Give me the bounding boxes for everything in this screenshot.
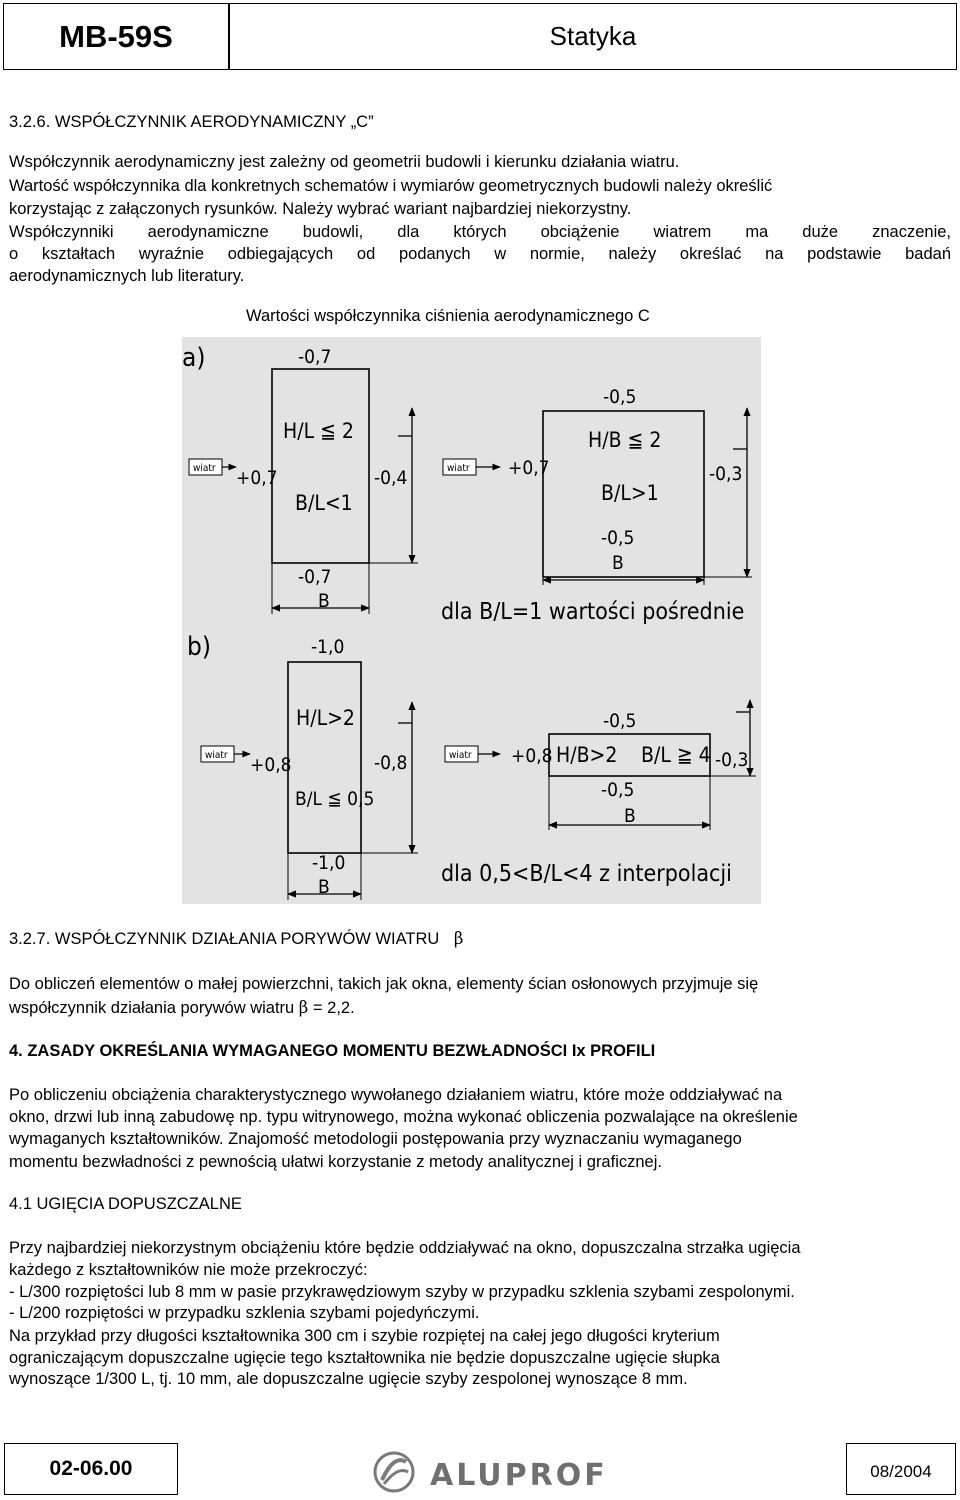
sec4-line-4: momentu bezwładności z pewnością ułatwi korzystanie z metody analitycznej i graficznej. <box>9 1153 662 1171</box>
b2-leeward: -0,3 <box>715 749 749 771</box>
beta-symbol-inline: β <box>298 998 309 1017</box>
section-326-heading: 3.2.6. WSPÓŁCZYNNIK AERODYNAMICZNY „C” <box>9 113 374 131</box>
a1-hl: H/L ≦ 2 <box>283 419 354 443</box>
aluprof-wordmark: ALUPROF <box>430 1458 608 1493</box>
a2-top-coef: -0,5 <box>603 386 637 408</box>
b1-windward: +0,8 <box>250 754 292 776</box>
b2-bottom-coef: -0,5 <box>601 779 635 801</box>
b1-building <box>288 662 361 853</box>
doc-code: MB-59S <box>59 19 173 54</box>
sec326-line-4: Współczynniki aerodynamiczne budowli, dla których obciążenie wiatrem ma duże znaczenie, <box>9 223 951 241</box>
b1-leeward: -0,8 <box>374 752 408 774</box>
a2-leeward: -0,3 <box>709 463 743 485</box>
aluprof-mark-icon <box>375 1453 413 1491</box>
page-code: 02-06.00 <box>49 1457 133 1480</box>
sec41-line-4: - L/200 rozpiętości w przypadku szklenia szybami pojedyńczymi. <box>9 1304 480 1322</box>
a2-bottom-coef: -0,5 <box>601 527 635 549</box>
sec326-line-2: Wartość współczynnika dla konkretnych schematów i wymiarów geometrycznych budowli należy określić <box>9 177 773 195</box>
section-4-heading: 4. ZASADY OKREŚLANIA WYMAGANEGO MOMENTU BEZWŁADNOŚCI Ix PROFILI <box>9 1042 656 1060</box>
sec327-line-2-value: = 2,2. <box>308 999 355 1017</box>
sec41-line-6: ograniczającym dopuszczalne ugięcie tego kształtownika nie będzie dopuszczalne ugięcie słupka <box>9 1349 720 1367</box>
sec327-line-2-text: współczynnik działania porywów wiatru <box>9 999 299 1017</box>
sec326-line-5: o kształtach wyraźnie odbiegających od podanych w normie, należy określać na podstawie badań <box>9 245 951 263</box>
note-b: dla 0,5<B/L<4 z interpolacji <box>441 861 732 887</box>
sec327-line-1: Do obliczeń elementów o małej powierzchni, takich jak okna, elementy ścian osłonowych przyjmuje się <box>9 975 759 993</box>
sec4-line-1: Po obliczeniu obciążenia charakterystycznego wywołanego działaniem wiatru, które może oddziaływać na <box>9 1086 783 1104</box>
a1-windward: +0,7 <box>236 467 278 489</box>
a1-top-coef: -0,7 <box>298 346 332 368</box>
sec41-line-3: - L/300 rozpiętości lub 8 mm w pasie przykrawędziowym szyby w przypadku szklenia szybami zespolonymi. <box>9 1283 795 1301</box>
a2-wind-label: wiatr <box>447 463 470 474</box>
b1-wind-label: wiatr <box>205 750 228 761</box>
figure-caption: Wartości współczynnika ciśnienia aerodynamicznego C <box>246 307 650 325</box>
sec41-line-5: Na przykład przy długości kształtownika 300 cm i szybie rozpiętej na całej jego długości kryterium <box>9 1327 720 1345</box>
beta-symbol: β <box>453 929 464 948</box>
b2-wind-label: wiatr <box>449 750 472 761</box>
a2-dim-b: B <box>612 552 624 574</box>
note-a: dla B/L=1 wartości pośrednie <box>441 599 745 625</box>
b1-bl: B/L ≦ 0,5 <box>295 788 375 810</box>
a1-leeward: -0,4 <box>374 467 408 489</box>
a2-hb: H/B ≦ 2 <box>588 428 662 452</box>
sec326-line-1: Współczynnik aerodynamiczny jest zależny od geometrii budowli i kierunku działania wiatru. <box>9 153 680 171</box>
label-b: b) <box>187 632 211 662</box>
a1-dim-b: B <box>318 590 330 612</box>
b1-top-coef: -1,0 <box>311 636 345 658</box>
section-327-title: 3.2.7. WSPÓŁCZYNNIK DZIAŁANIA PORYWÓW WIATRU <box>9 930 440 948</box>
section-327-heading <box>9 928 463 951</box>
a1-wind-label: wiatr <box>193 463 216 474</box>
footer-date: 08/2004 <box>870 1462 932 1481</box>
b2-dim-b: B <box>624 805 636 827</box>
b2-top-coef: -0,5 <box>603 710 637 732</box>
sec41-line-1: Przy najbardziej niekorzystnym obciążeniu które będzie oddziaływać na okno, dopuszczalna strzałka ugięcia <box>9 1239 801 1257</box>
sec41-line-2: każdego z kształtowników nie może przekroczyć: <box>9 1261 368 1279</box>
b1-hl: H/L>2 <box>296 706 355 730</box>
sec41-line-7: wynoszące 1/300 L, tj. 10 mm, ale dopuszczalne ugięcie szyby zespolonej wynoszące 8 mm. <box>9 1370 688 1388</box>
section-41-heading: 4.1 UGIĘCIA DOPUSZCZALNE <box>9 1195 242 1213</box>
b2-windward: +0,8 <box>511 745 553 767</box>
b1-dim-b: B <box>318 876 330 898</box>
a1-bl: B/L<1 <box>295 491 353 515</box>
label-a: a) <box>182 343 206 373</box>
a1-bottom-coef: -0,7 <box>298 566 332 588</box>
sec4-line-2: okno, drzwi lub inną zabudowę np. typu witrynowego, można wykonać obliczenia pozwalające na określenie <box>9 1108 798 1126</box>
section-title: Statyka <box>549 21 637 51</box>
b2-hb: H/B>2 <box>556 743 618 767</box>
sec327-line-2 <box>9 997 355 1020</box>
a2-windward: +0,7 <box>508 457 550 479</box>
sec326-line-3: korzystając z załączonych rysunków. Należy wybrać wariant najbardziej niekorzystny. <box>9 200 632 218</box>
b2-bl: B/L ≧ 4 <box>641 743 711 767</box>
a1-building <box>272 369 369 563</box>
a2-bl: B/L>1 <box>601 481 659 505</box>
b1-bottom-coef: -1,0 <box>312 852 346 874</box>
sec326-line-6: aerodynamicznych lub literatury. <box>9 267 245 285</box>
aluprof-logo <box>372 1450 632 1494</box>
sec4-line-3: wymaganych kształtowników. Znajomość metodologii postępowania przy wyznaczaniu wymaganego <box>9 1130 742 1148</box>
